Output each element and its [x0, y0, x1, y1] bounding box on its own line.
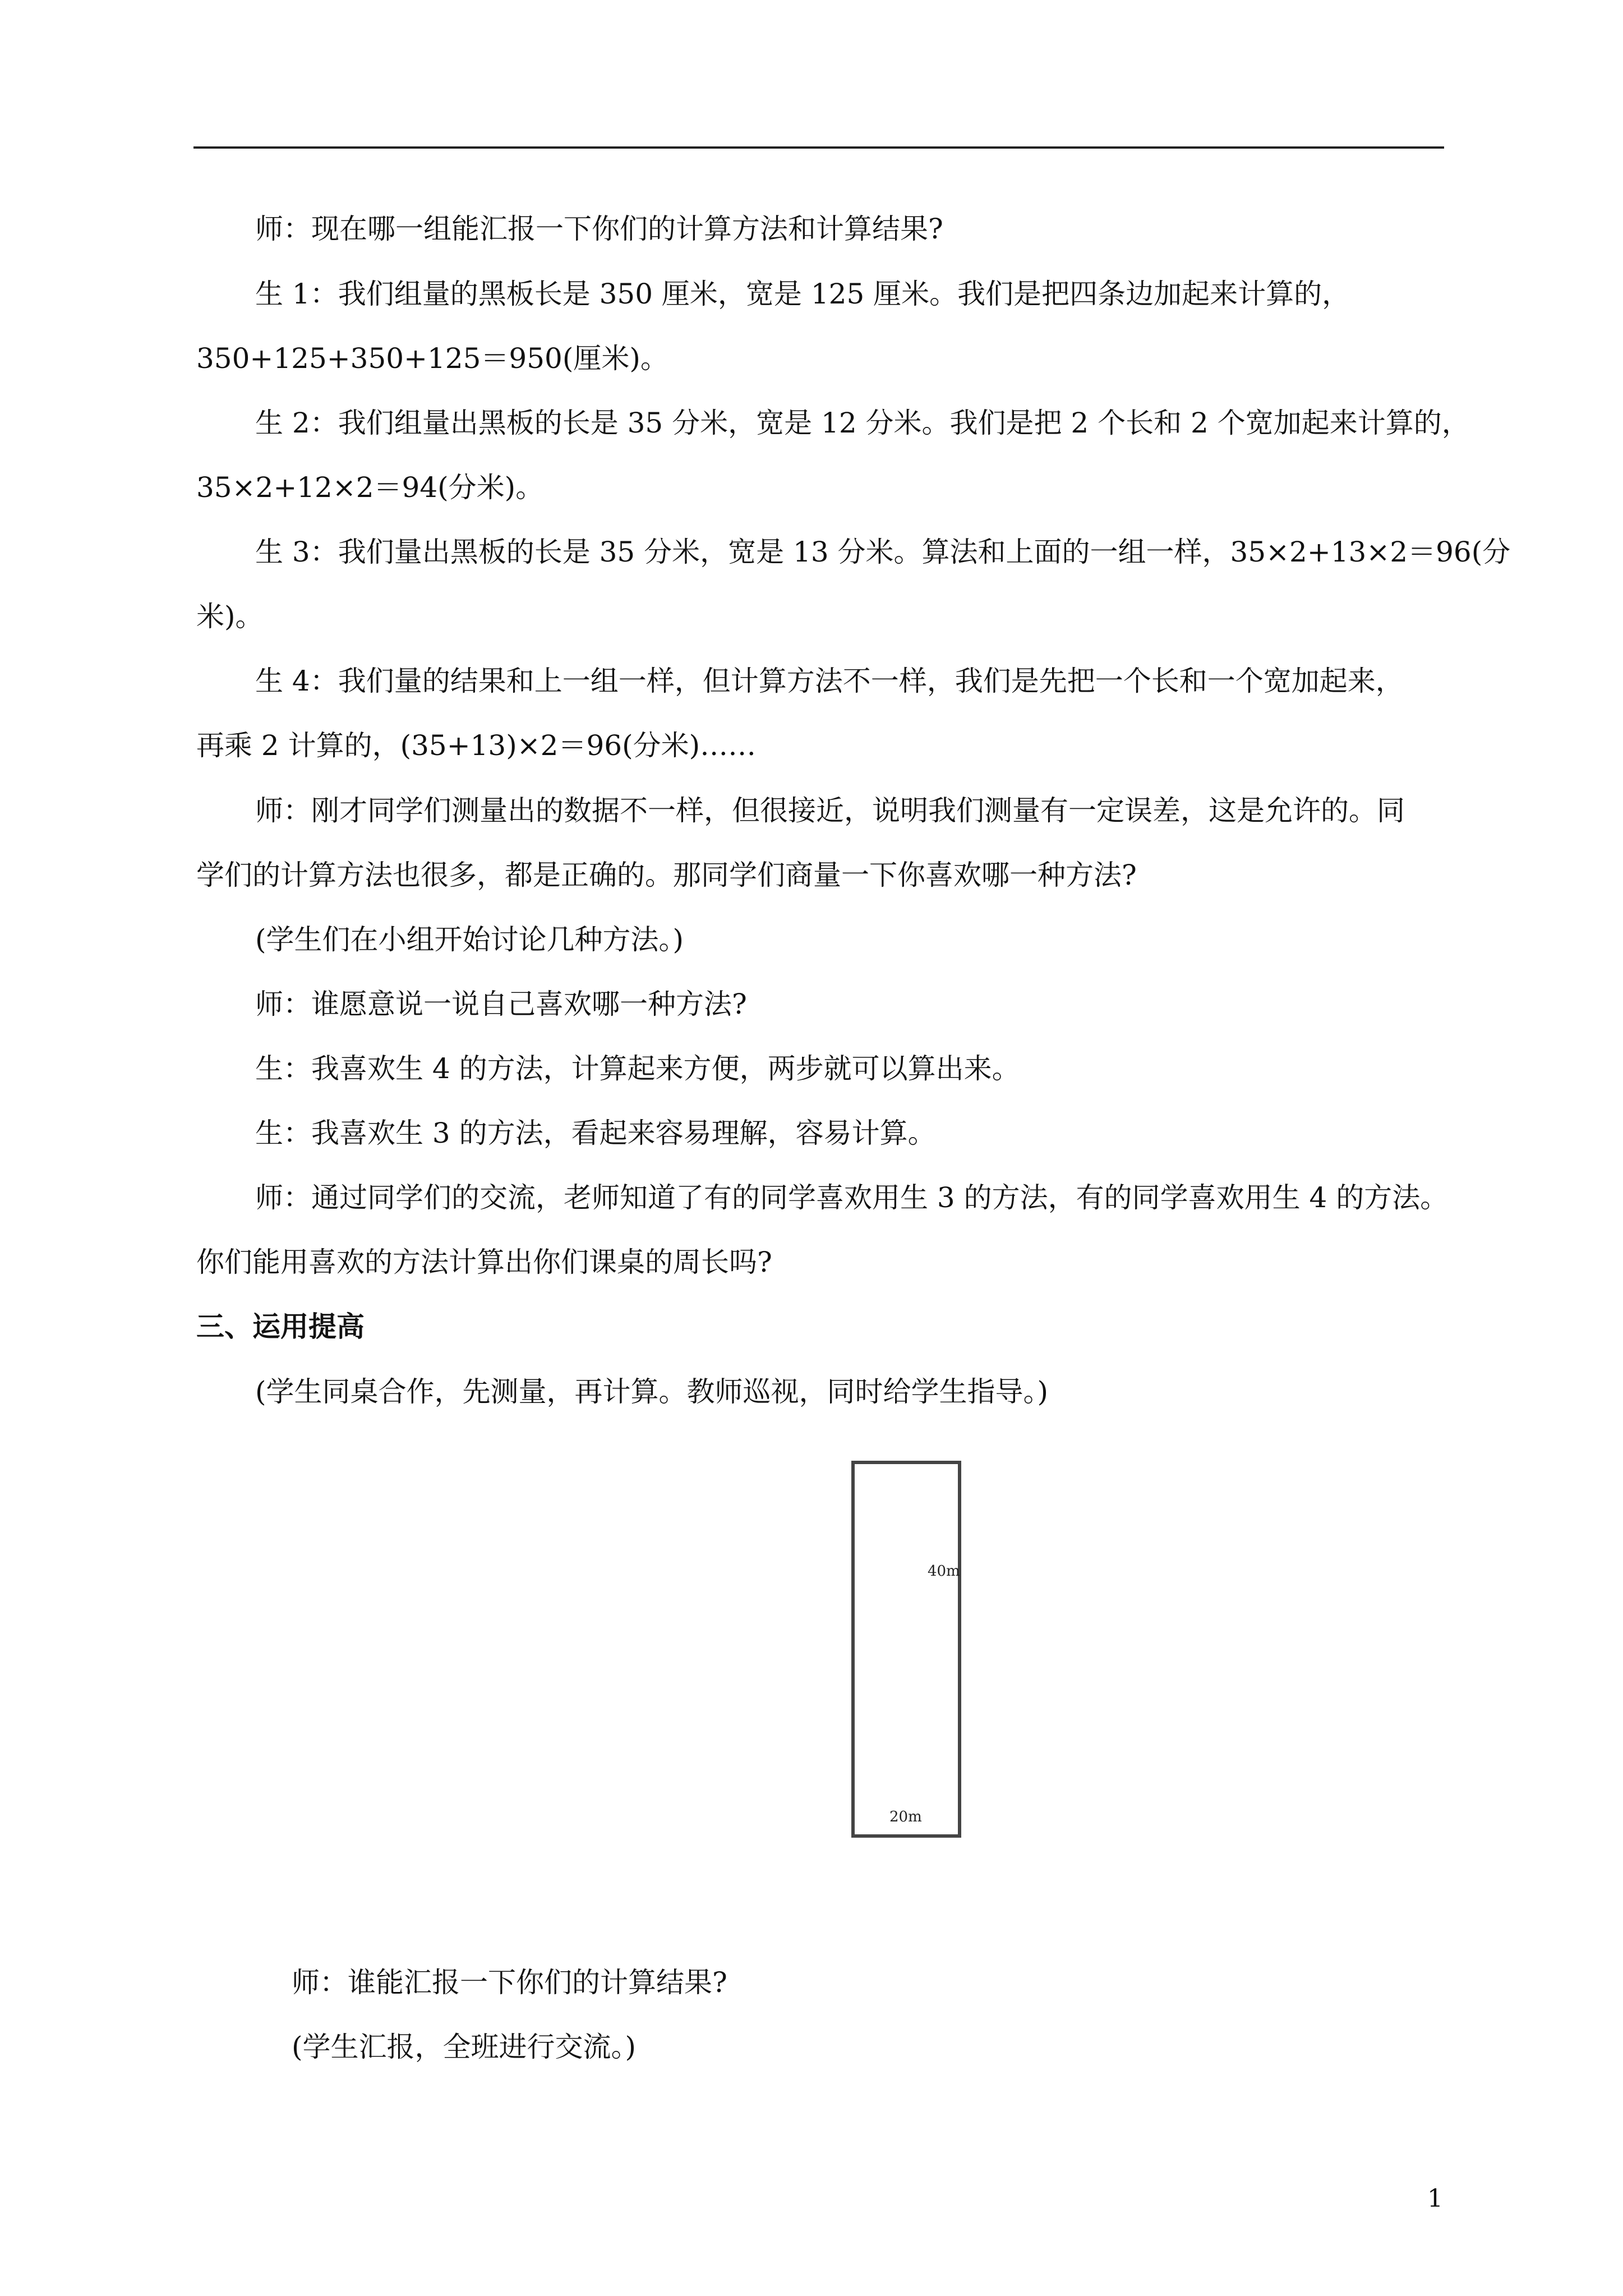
rectangle-figure	[851, 1461, 961, 1838]
paragraph: (学生同桌合作，先测量，再计算。教师巡视，同时给学生指导。)	[255, 1375, 1049, 1408]
paragraph: 生：我喜欢生 3 的方法，看起来容易理解，容易计算。	[255, 1117, 936, 1149]
paragraph: 生 3：我们量出黑板的长是 35 分米，宽是 13 分米。算法和上面的一组一样，35×2+13×2＝96(分	[255, 536, 1511, 568]
paragraph: 生 2：我们组量出黑板的长是 35 分米，宽是 12 分米。我们是把 2 个长和 2 个宽加起来计算的，	[255, 407, 1470, 439]
section-heading: 三、运用提高	[196, 1310, 365, 1343]
paragraph: 师：谁能汇报一下你们的计算结果?	[292, 1966, 727, 1999]
paragraph: 生 4：我们量的结果和上一组一样，但计算方法不一样，我们是先把一个长和一个宽加起来，	[255, 665, 1404, 697]
paragraph: 米)。	[196, 600, 264, 633]
paragraph: 再乘 2 计算的，(35+13)×2＝96(分米)……	[196, 729, 757, 762]
paragraph: 35×2+12×2＝94(分米)。	[196, 471, 544, 504]
paragraph: 你们能用喜欢的方法计算出你们课桌的周长吗?	[196, 1246, 772, 1278]
paragraph: 生 1：我们组量的黑板长是 350 厘米，宽是 125 厘米。我们是把四条边加起来计算的，	[255, 278, 1350, 310]
paragraph: (学生们在小组开始讨论几种方法。)	[255, 923, 684, 956]
header-rule	[193, 146, 1444, 149]
paragraph: 师：刚才同学们测量出的数据不一样，但很接近，说明我们测量有一定误差，这是允许的。同	[255, 794, 1405, 827]
paragraph: 350+125+350+125＝950(厘米)。	[196, 342, 668, 375]
paragraph: 生：我喜欢生 4 的方法，计算起来方便，两步就可以算出来。	[255, 1052, 1020, 1085]
width-label: 20m	[889, 1809, 922, 1825]
paragraph: (学生汇报，全班进行交流。)	[292, 2031, 637, 2063]
paragraph: 师：现在哪一组能汇报一下你们的计算方法和计算结果?	[255, 213, 943, 245]
paragraph: 师：谁愿意说一说自己喜欢哪一种方法?	[255, 988, 747, 1020]
page-number: 1	[1427, 2184, 1443, 2213]
length-label: 40m	[928, 1563, 960, 1580]
paragraph: 学们的计算方法也很多，都是正确的。那同学们商量一下你喜欢哪一种方法?	[196, 859, 1137, 891]
paragraph: 师：通过同学们的交流，老师知道了有的同学喜欢用生 3 的方法，有的同学喜欢用生 4 的方法。	[255, 1181, 1449, 1214]
